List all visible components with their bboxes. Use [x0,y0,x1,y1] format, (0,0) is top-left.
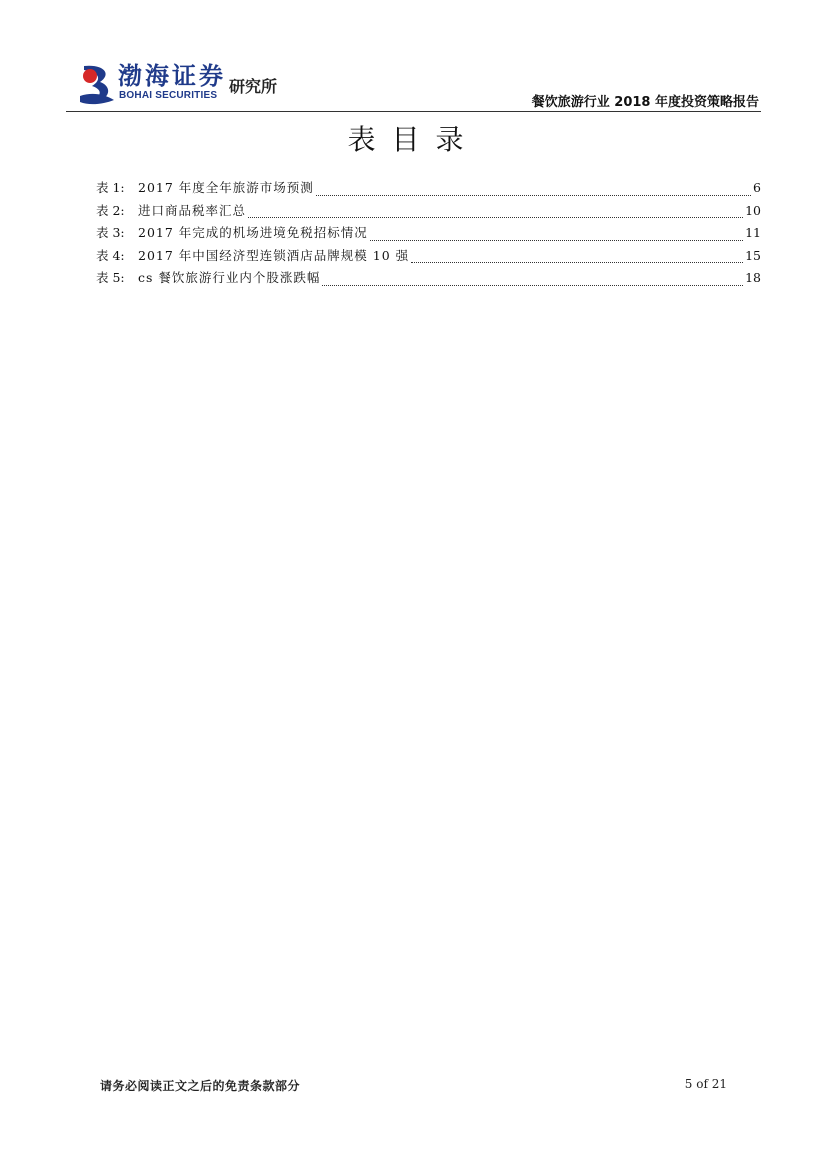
page-heading: 表目录 [347,123,480,156]
toc-entry[interactable] [96,268,761,291]
report-title: 餐饮旅游行业 2018 年度投资策略报告 [531,95,759,110]
footer-page-number: 5 of 21 [684,1077,727,1091]
header-divider [66,111,761,112]
toc-entry[interactable] [96,246,761,269]
footer-disclaimer: 请务必阅读正文之后的免责条款部分 [100,1079,301,1093]
toc-entry-page: 6 [753,180,761,195]
toc-entry-page: 18 [745,270,761,285]
toc-leader-dots [322,284,743,286]
toc-entry[interactable] [96,178,761,201]
logo-chinese-name: 渤海证券 [118,61,226,90]
toc-entry-page: 15 [745,247,761,263]
brand-logo [78,62,298,108]
logo-department: 研究所 [229,77,278,96]
toc-entry-title: 2017 年完成的机场进境免税招标情况 [138,225,368,240]
logo-english-name: BOHAI SECURITIES [119,90,218,101]
toc-entry-title: 进口商品税率汇总 [138,202,247,218]
bohai-logo-icon [78,62,116,106]
toc-entry-title: 2017 年度全年旅游市场预测 [138,180,314,195]
toc-entry-number: 表 2: [96,202,125,218]
toc-entry-title: 2017 年中国经济型连锁酒店品牌规模 10 强 [138,247,410,263]
toc-leader-dots [248,216,743,218]
toc-entry-number: 表 3: [96,225,125,240]
toc-entry[interactable] [96,223,761,246]
toc-entry-title: cs 餐饮旅游行业内个股涨跌幅 [138,270,321,285]
toc-leader-dots [316,194,751,196]
toc-entry-page: 10 [745,202,761,218]
toc-entry-number: 表 4: [96,247,125,263]
toc-entry-number: 表 1: [96,180,125,195]
toc-leader-dots [370,239,743,241]
toc-leader-dots [411,261,743,263]
toc-entry-page: 11 [745,225,761,240]
toc-entry-number: 表 5: [96,270,125,285]
toc-entry[interactable] [96,201,761,224]
table-of-tables [96,178,761,291]
